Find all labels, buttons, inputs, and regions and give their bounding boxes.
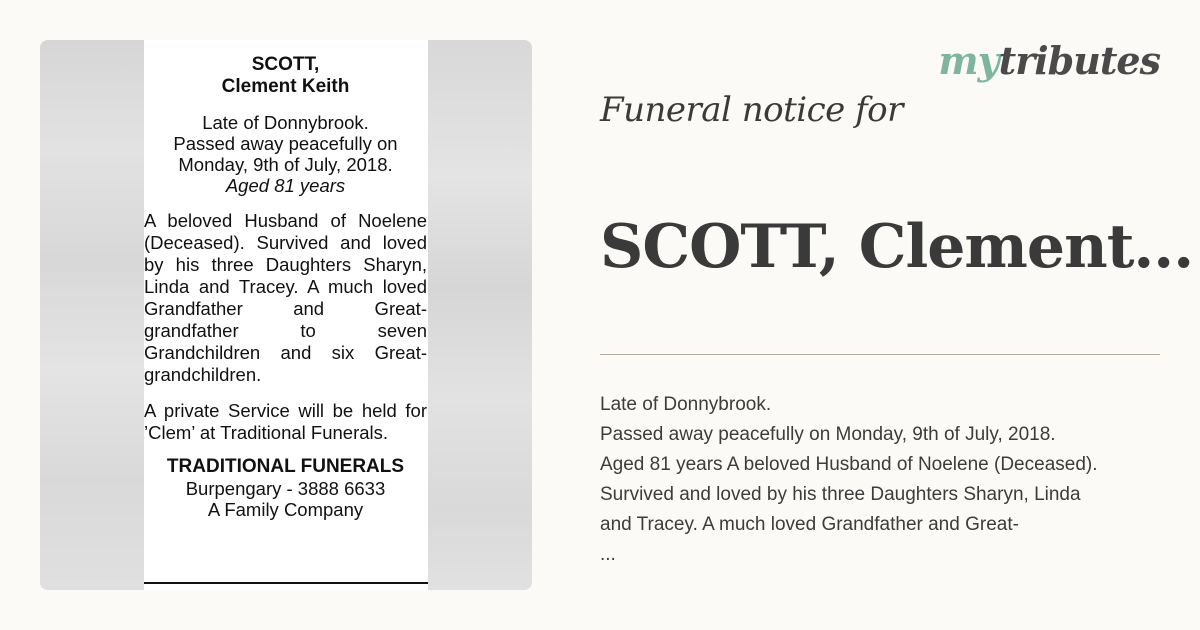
notice-excerpt bbox=[600, 390, 1190, 570]
notice-company-tagline: A Family Company bbox=[207, 499, 364, 520]
blurred-background-right bbox=[428, 40, 532, 590]
excerpt-line: Survived and loved by his three Daughters Sharyn, Linda bbox=[600, 484, 1081, 505]
logo-part-tributes: tributes bbox=[998, 38, 1160, 83]
notice-aged: Aged 81 years bbox=[225, 175, 346, 196]
deceased-name-heading: SCOTT, Clement... bbox=[600, 212, 1194, 282]
excerpt-line: Late of Donnybrook. bbox=[600, 394, 772, 415]
notice-bottom-rule bbox=[144, 582, 428, 584]
divider bbox=[600, 354, 1160, 355]
notice-passed-line-2: Monday, 9th of July, 2018. bbox=[178, 154, 393, 175]
excerpt-line: and Tracey. A much loved Grandfather and Great- bbox=[600, 514, 1019, 535]
blurred-background-left bbox=[40, 40, 144, 590]
logo-part-my: my bbox=[938, 38, 999, 83]
excerpt-line: Passed away peacefully on Monday, 9th of July, 2018. bbox=[600, 424, 1056, 445]
mytributes-logo[interactable] bbox=[938, 38, 1160, 83]
notice-given-names: Clement Keith bbox=[221, 76, 350, 97]
notice-passed-line-1: Passed away peacefully on bbox=[173, 133, 398, 154]
notice-paragraph-family: A beloved Husband of Noelene (Deceased). Survived and loved by his three Daughters Sharyn, Linda and Tracey. A much loved Grandfather and Great-grandfather to seven Grandchildren and six Great-grandchildren. bbox=[144, 210, 427, 385]
notice-surname: SCOTT, bbox=[251, 54, 320, 75]
notice-late-of: Late of Donnybrook. bbox=[202, 112, 369, 133]
heading-prefix: Funeral notice for bbox=[600, 90, 903, 130]
notice-paragraph-service: A private Service will be held for ’Clem’ at Traditional Funerals. bbox=[144, 400, 427, 443]
newspaper-notice bbox=[144, 40, 428, 590]
excerpt-ellipsis: ... bbox=[600, 544, 616, 565]
notice-image bbox=[40, 40, 532, 590]
notice-company-name: TRADITIONAL FUNERALS bbox=[166, 456, 405, 477]
excerpt-line: Aged 81 years A beloved Husband of Noelene (Deceased). bbox=[600, 454, 1098, 475]
notice-company-location: Burpengary - 3888 6633 bbox=[185, 478, 386, 499]
